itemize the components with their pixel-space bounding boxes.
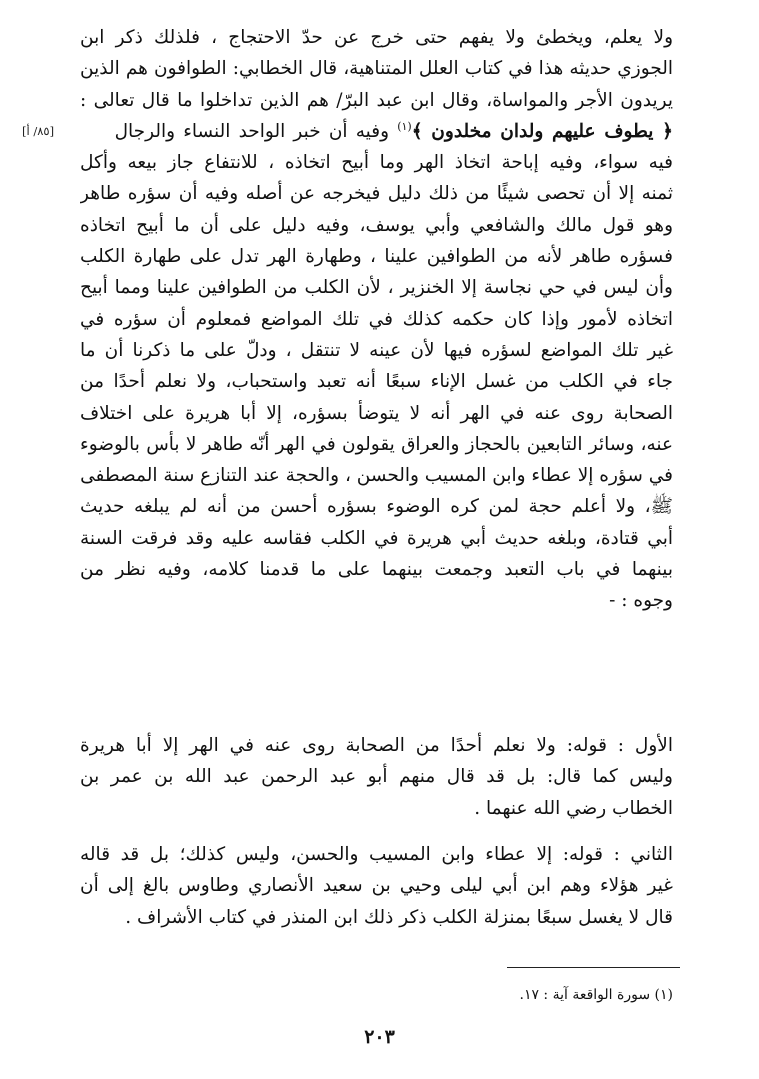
text-line: يريدون الأجر والمواساة، وقال ابن عبد البرّ/ هم الذين تداخلوا ما قال تعالى : <box>80 89 673 111</box>
footnote: (١) سورة الواقعة آية : ١٧. <box>519 987 673 1003</box>
text-line: فسؤره طاهر لأنه من الطوافين علينا ، وطهارة الهر تدل على طهارة الكلب <box>80 246 673 268</box>
footnote-separator <box>507 967 680 968</box>
text-line: جاء في الكلب من غسل الإناء سبعًا أنه تعبد واستحباب، ولا نعلم أحدًا من <box>80 371 673 393</box>
page-number: ٢٠٣ <box>364 1026 395 1048</box>
text-line: الخطاب رضي الله عنهما . <box>474 797 673 819</box>
text-line: الثاني : قوله: إلا عطاء وابن المسيب والحسن، وليس كذلك؛ بل قد قاله <box>80 844 673 865</box>
text-line: في سؤره إلا عطاء وابن المسيب والحسن ، والحجة عند التنازع سنة المصطفى <box>80 465 673 487</box>
margin-folio-note: [٨٥/ أ] <box>22 124 55 138</box>
text-line: فيه سواء، وفيه إباحة اتخاذ الهر وما أبيح اتخاذه ، للانتفاع جاز بيعه وأكل <box>80 152 673 174</box>
text-line: وليس كما قال: بل قد قال منهم أبو عبد الرحمن عبد الله بن عمر بن <box>80 766 673 788</box>
text-line: ﷺ، ولا أعلم حجة لمن كره الوضوء بسؤره أحسن من أنه لم يبلغه حديث <box>80 496 673 518</box>
text-line: غير هؤلاء وهم ابن أبي ليلى وحيي بن سعيد الأنصاري وطاوس بالغ إلى أن <box>80 875 673 897</box>
text-line: غير تلك المواضع لسؤره فيها لأن عينه لا تنتقل ، ودلّ على ما ذكرنا أن ما <box>80 339 673 361</box>
text-line: الصحابة روى عنه في الهر أنه لا يتوضأ بسؤره، إلا أبا هريرة على اختلاف <box>80 402 673 424</box>
point-two-paragraph <box>80 839 673 933</box>
text-line: قال لا يغسل سبعًا بمنزلة الكلب ذكر ذلك ابن المنذر في كتاب الأشراف . <box>125 906 673 928</box>
point-one-paragraph <box>80 730 673 824</box>
text-line: اتخاذه لأمور وإذا كان حكمه كذلك في تلك المواضع فمعلوم أن سؤره في <box>80 308 673 330</box>
text-line: وأن ليس في حي نجاسة إلا الخنزير ، لأن الكلب من الطوافين علينا ومما أبيح <box>80 277 673 299</box>
text-line: وجوه : - <box>609 590 673 612</box>
main-paragraph <box>80 22 673 617</box>
text-line: أبي قتادة، وبلغه حديث أبي هريرة في الكلب فقاسه عليه وقد فرقت السنة <box>80 527 673 549</box>
verse-line <box>80 116 673 147</box>
text-line: ثمنه إلا أن تحصى شيئًا من ذلك دليل فيخرجه عن أصله وفيه أن سؤره طاهر <box>80 183 673 205</box>
text-line: وهو قول مالك والشافعي وأبي يوسف، وفيه دليل على أن ما أبيح اتخاذه <box>80 214 673 236</box>
text-line: الجوزي حديثه هذا في كتاب العلل المتناهية، قال الخطابي: الطوافون هم الذين <box>80 58 673 80</box>
text-line: بينهما في باب التعبد وجمعت بينهما على ما قدمنا كلامه، وفيه نظر من <box>80 559 673 581</box>
footnote-reference: (١) <box>397 119 412 133</box>
text-line: ولا يعلم، ويخطئ ولا يفهم حتى خرج عن حدّ الاحتجاج ، فلذلك ذكر ابن <box>80 27 673 48</box>
text-line: عنه، وسائر التابعين بالحجاز والعراق يقولون في الهر أنّه طاهر لا بأس بالوضوء <box>80 433 673 455</box>
verse-line-continuation: وفيه أن خبر الواحد النساء والرجال <box>114 120 390 142</box>
quran-verse: ﴿ يطوف عليهم ولدان مخلدون ﴾ <box>411 120 673 142</box>
text-line: الأول : قوله: ولا نعلم أحدًا من الصحابة روى عنه في الهر إلا أبا هريرة <box>80 735 673 756</box>
